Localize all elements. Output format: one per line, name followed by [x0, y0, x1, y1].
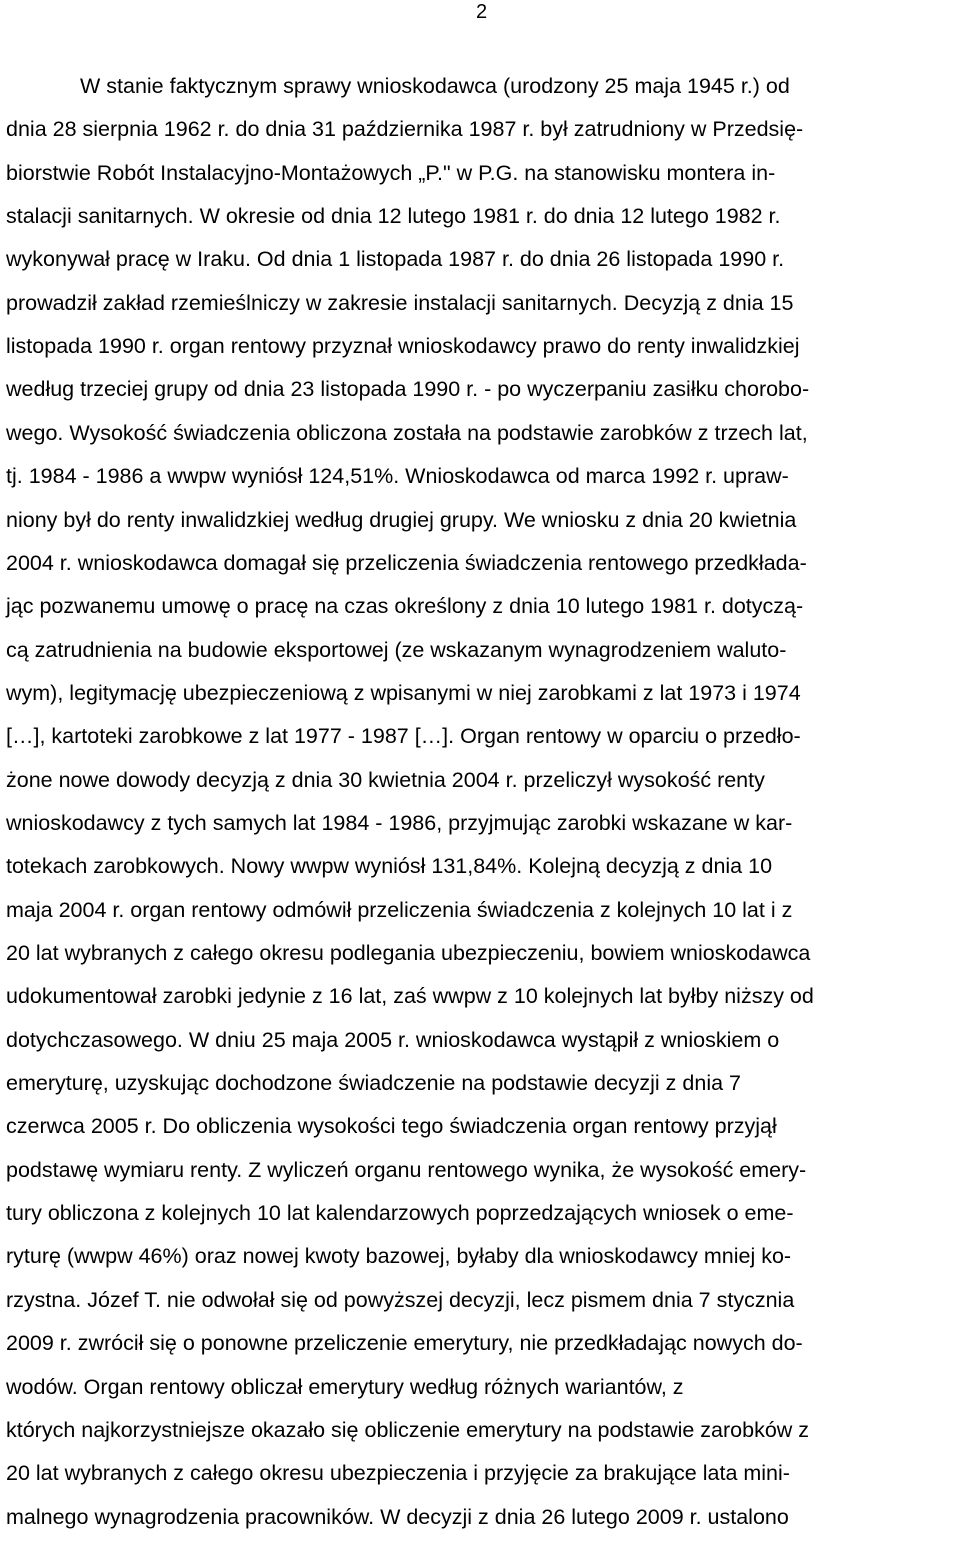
- text-line: maja 2004 r. organ rentowy odmówił przeliczenia świadczenia z kolejnych 10 lat i z: [6, 897, 793, 922]
- text-line: dotychczasowego. W dniu 25 maja 2005 r. wnioskodawca wystąpił z wnioskiem o: [6, 1027, 780, 1052]
- text-line: emeryturę, uzyskując dochodzone świadczenie na podstawie decyzji z dnia 7: [6, 1071, 741, 1096]
- text-line: jąc pozwanemu umowę o pracę na czas określony z dnia 10 lutego 1981 r. dotyczą-: [6, 594, 804, 619]
- text-line: 2004 r. wnioskodawca domagał się przeliczenia świadczenia rentowego przedkłada-: [6, 550, 807, 575]
- text-line: wykonywał pracę w Iraku. Od dnia 1 listopada 1987 r. do dnia 26 listopada 1990 r.: [6, 247, 785, 272]
- text-line: niony był do renty inwalidzkiej według drugiej grupy. We wniosku z dnia 20 kwietnia: [6, 507, 797, 532]
- text-line: wego. Wysokość świadczenia obliczona została na podstawie zarobków z trzech lat,: [6, 420, 808, 445]
- text-line: stalacji sanitarnych. W okresie od dnia 12 lutego 1981 r. do dnia 12 lutego 1982 r.: [6, 204, 781, 229]
- text-line: biorstwie Robót Instalacyjno-Montażowych „P." w P.G. na stanowisku montera in-: [6, 160, 776, 185]
- text-line: 20 lat wybranych z całego okresu podlegania ubezpieczeniu, bowiem wnioskodawca: [6, 941, 811, 965]
- text-line: żone nowe dowody decyzją z dnia 30 kwietnia 2004 r. przeliczył wysokość renty: [6, 767, 765, 792]
- text-line: rzystna. Józef T. nie odwołał się od powyższej decyzji, lecz pismem dnia 7 stycznia: [6, 1287, 795, 1312]
- text-line: czerwca 2005 r. Do obliczenia wysokości tego świadczenia organ rentowy przyjął: [6, 1114, 777, 1139]
- text-line: podstawę wymiaru renty. Z wyliczeń organu rentowego wynika, że wysokość emery-: [6, 1157, 807, 1182]
- text-line: tury obliczona z kolejnych 10 lat kalendarzowych poprzedzających wniosek o eme-: [6, 1201, 794, 1226]
- text-line: 2009 r. zwrócił się o ponowne przeliczenie emerytury, nie przedkładając nowych do-: [6, 1331, 803, 1356]
- text-line: tj. 1984 - 1986 a wwpw wyniósł 124,51%. Wnioskodawca od marca 1992 r. upraw-: [6, 464, 789, 489]
- text-line: listopada 1990 r. organ rentowy przyznał wnioskodawcy prawo do renty inwalidzkiej: [6, 334, 800, 359]
- text-line: […], kartoteki zarobkowe z lat 1977 - 1987 […]. Organ rentowy w oparciu o przedło-: [6, 724, 801, 749]
- text-line: udokumentował zarobki jedynie z 16 lat, zaś wwpw z 10 kolejnych lat byłby niższy od: [6, 984, 814, 1009]
- text-line: 20 lat wybranych z całego okresu ubezpieczenia i przyjęcie za brakujące lata mini-: [6, 1461, 790, 1486]
- text-line: dnia 28 sierpnia 1962 r. do dnia 31 października 1987 r. był zatrudniony w Przedsię-: [6, 117, 804, 142]
- text-line: wodów. Organ rentowy obliczał emerytury według różnych wariantów, z: [6, 1374, 684, 1399]
- text-line: według trzeciej grupy od dnia 23 listopada 1990 r. - po wyczerpaniu zasiłku chorobo-: [6, 377, 810, 402]
- text-line: prowadził zakład rzemieślniczy w zakresie instalacji sanitarnych. Decyzją z dnia 15: [6, 290, 794, 315]
- text-line: totekach zarobkowych. Nowy wwpw wyniósł 131,84%. Kolejną decyzją z dnia 10: [6, 854, 773, 879]
- text-line: ryturę (wwpw 46%) oraz nowej kwoty bazowej, byłaby dla wnioskodawcy mniej ko-: [6, 1244, 792, 1269]
- text-line: cą zatrudnienia na budowie eksportowej (ze wskazanym wynagrodzeniem waluto-: [6, 637, 787, 662]
- text-line: których najkorzystniejsze okazało się obliczenie emerytury na podstawie zarobków z: [6, 1417, 810, 1442]
- text-line: wym), legitymację ubezpieczeniową z wpisanymi w niej zarobkami z lat 1973 i 1974: [6, 680, 801, 705]
- page-number: 2: [476, 1, 488, 23]
- text-line: W stanie faktycznym sprawy wnioskodawca (urodzony 25 maja 1945 r.) od: [80, 74, 790, 98]
- text-line: malnego wynagrodzenia pracowników. W decyzji z dnia 26 lutego 2009 r. ustalono: [6, 1504, 789, 1529]
- text-line: wnioskodawcy z tych samych lat 1984 - 1986, przyjmując zarobki wskazane w kar-: [6, 810, 793, 835]
